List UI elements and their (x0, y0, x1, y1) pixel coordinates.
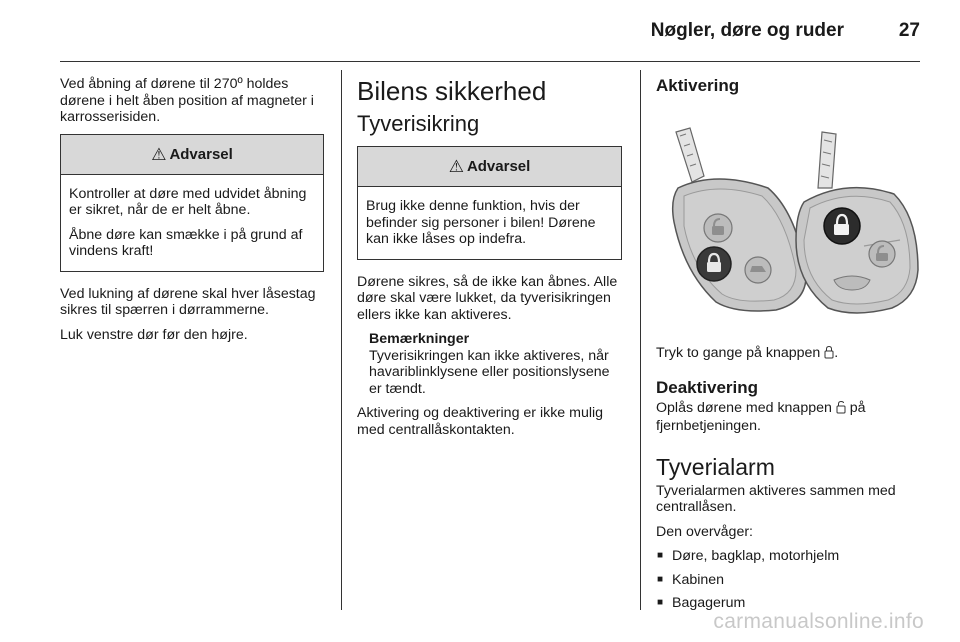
warning-triangle-icon: ⚠ (151, 144, 167, 164)
deactivation-text-before: Oplås dørene med knappen (656, 399, 832, 416)
alarm-heading: Tyverialarm (656, 453, 775, 480)
warning-header (61, 135, 323, 175)
deactivation-heading: Deaktivering (656, 377, 759, 397)
activation-heading: Aktivering (656, 76, 740, 95)
activation-instruction: Tryk to gange på knappen . (656, 345, 920, 364)
warning-header (358, 147, 621, 187)
column-divider (341, 70, 342, 610)
page-number: 27 (898, 20, 920, 41)
closing-paragraph: Ved lukning af dørene skal hver låsestag sikres til spærren i dørrammerne. (60, 285, 316, 318)
alarm-paragraph: Tyverialarmen aktiveres sammen med centrallåsen. (656, 482, 896, 515)
deactivation-text-after: på fjernbetjeningen. (656, 399, 866, 434)
warning-triangle-icon: ⚠ (448, 157, 464, 176)
watermark: carmanualsonline.info (713, 610, 924, 633)
column-left (60, 76, 324, 351)
deactivation-instruction (656, 400, 920, 435)
warning-box-theft (357, 146, 622, 260)
lock-icon (824, 345, 834, 364)
note-block (357, 331, 622, 397)
column-right (656, 76, 920, 619)
monitored-list (656, 548, 920, 612)
monitors-paragraph: Den overvåger: (656, 523, 753, 540)
list-item: ■ Døre, bagklap, motorhjelm (656, 548, 920, 565)
list-item: ■ Bagagerum (656, 595, 920, 612)
warning-body (61, 175, 323, 271)
central-lock-paragraph: Aktivering og deaktivering er ikke mulig med centrallåskontakten. (357, 405, 604, 438)
door-order-paragraph: Luk venstre dør før den højre. (60, 326, 248, 343)
warning-text: Brug ikke denne funktion, hvis der befinder sig personer i bilen! Dørene kan ikke låses op indefra. (366, 198, 596, 247)
column-divider (640, 70, 641, 610)
unlock-icon (836, 400, 846, 419)
theft-paragraph: Dørene sikres, så de ikke kan åbnes. Alle døre skal være lukket, da tyverisikringen ellers ikke kan aktiveres. (357, 273, 618, 323)
header-title: Nøgler, døre og ruder (650, 20, 844, 41)
note-text: Tyverisikringen kan ikke aktiveres, når havariblinklysene eller positionslysene er tændt. (369, 347, 610, 397)
warning-box-doors (60, 134, 324, 272)
key-fob-right (796, 188, 918, 313)
section-heading: Bilens sikkerhed (357, 76, 547, 106)
page-header (60, 0, 920, 62)
note-title: Bemærkninger (369, 331, 470, 347)
intro-paragraph: Ved åbning af dørene til 270º holdes dørene i helt åben position af magneter i karrosserisiden. (60, 76, 314, 125)
column-middle (357, 76, 622, 446)
key-fobs-illustration (656, 122, 920, 323)
warning-title: Advarsel (169, 145, 233, 163)
warning-line: Kontroller at døre med udvidet åbning er sikret, når de er helt åbne. (69, 185, 307, 218)
list-item: ■ Kabinen (656, 572, 920, 589)
activation-text: Tryk to gange på knappen (656, 345, 821, 361)
key-fobs-svg (656, 122, 920, 318)
subsection-heading: Tyverisikring (357, 111, 480, 136)
warning-line: Åbne døre kan smække i på grund af vindens kraft! (69, 226, 303, 259)
warning-body (358, 187, 621, 259)
warning-title: Advarsel (466, 158, 531, 175)
